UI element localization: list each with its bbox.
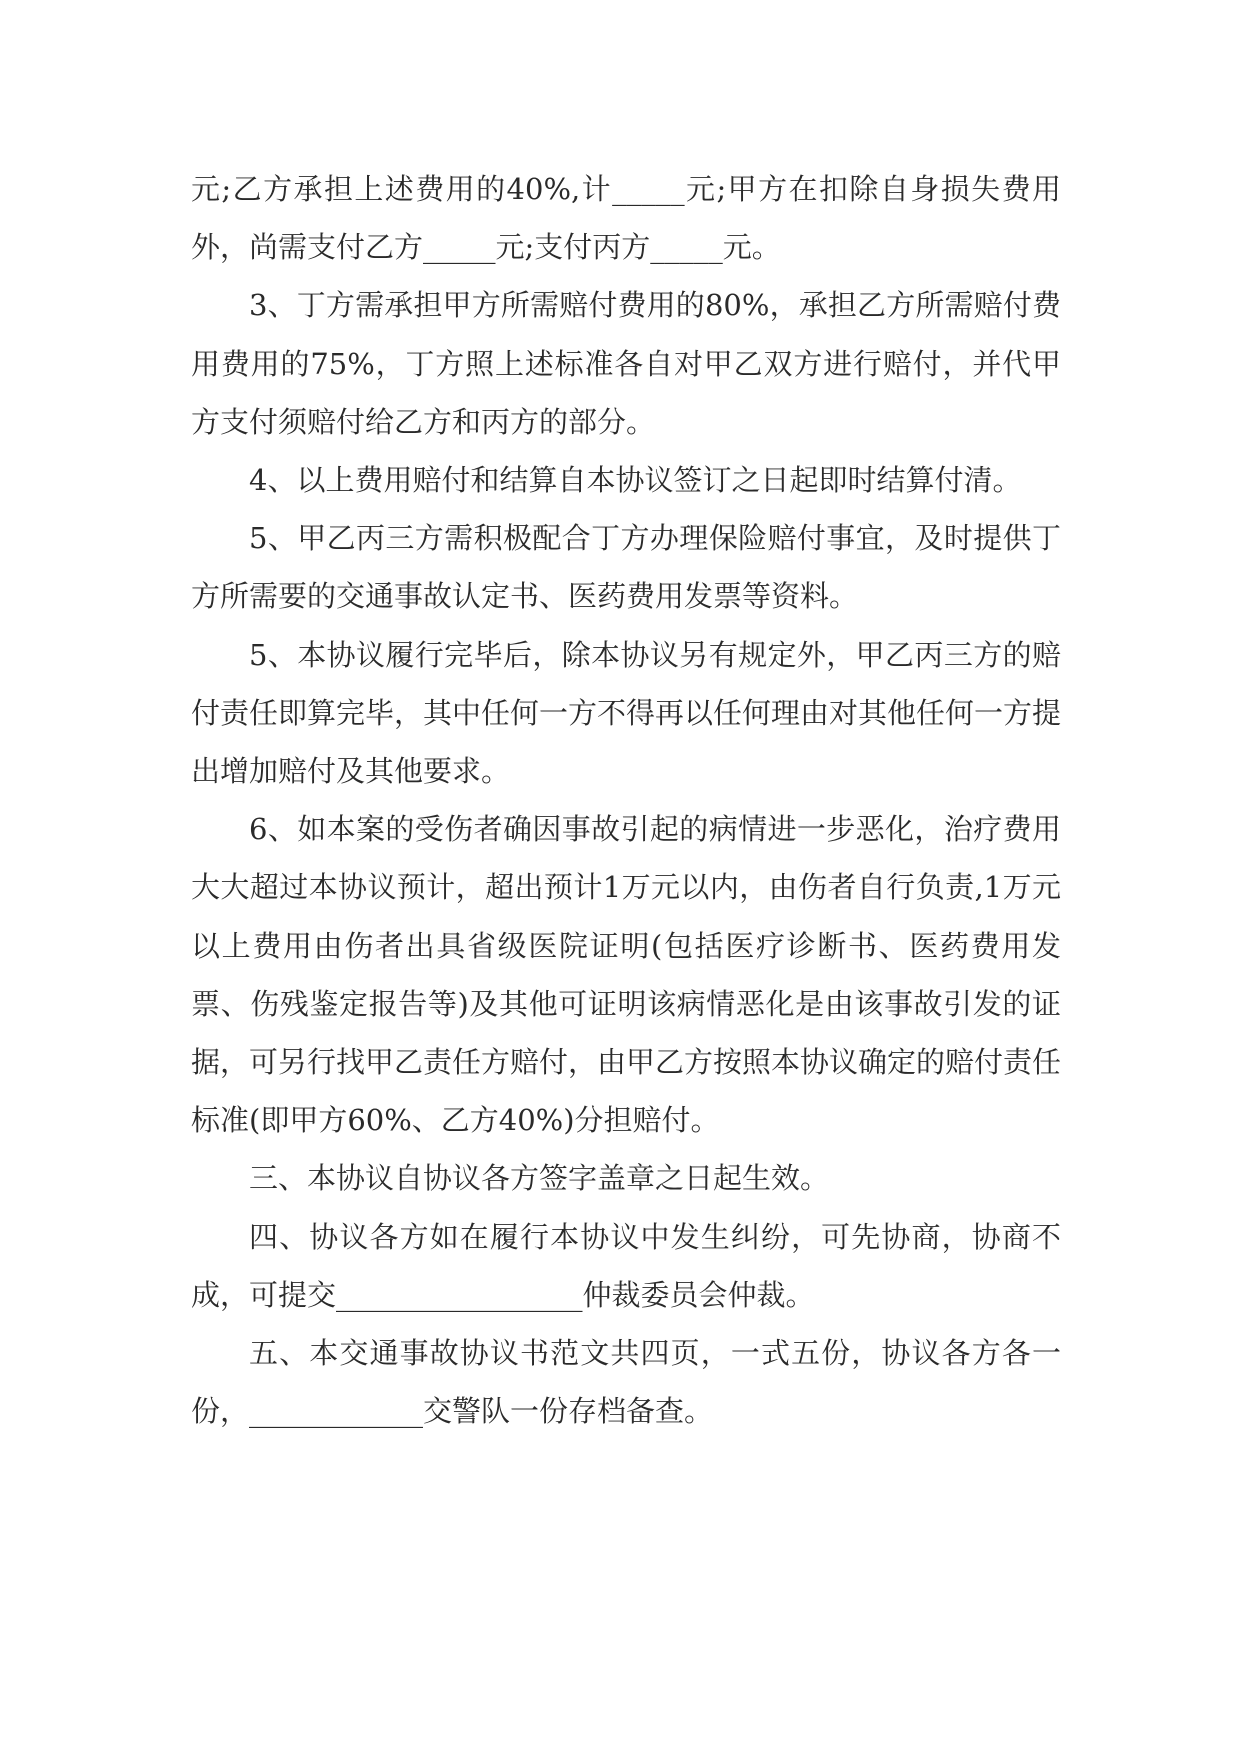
paragraph-item-5a: 5、甲乙丙三方需积极配合丁方办理保险赔付事宜，及时提供丁方所需要的交通事故认定书、医药费用发票等资料。 — [191, 521, 1061, 614]
paragraph-item-6: 6、如本案的受伤者确因事故引起的病情进一步恶化，治疗费用大大超过本协议预计，超出预计1万元以内，由伤者自行负责,1万元以上费用由伤者出具省级医院证明(包括医疗诊断书、医药费用发票、伤残鉴定报告等)及其他可证明该病情恶化是由该事故引发的证据，可另行找甲乙责任方赔付，由甲乙方按照本协议确定的赔付责任标准(即甲方60%、乙方40%)分担赔付。 — [191, 812, 1062, 1138]
paragraph-item-3: 3、丁方需承担甲方所需赔付费用的80%，承担乙方所需赔付费用费用的75%，丁方照上述标准各自对甲乙双方进行赔付，并代甲方支付须赔付给乙方和丙方的部分。 — [191, 288, 1061, 439]
paragraph-cost-split: 元;乙方承担上述费用的40%,计_____元;甲方在扣除自身损失费用外，尚需支付乙方_____元;支付丙方_____元。 — [191, 172, 1061, 265]
paragraph-section-5: 五、本交通事故协议书范文共四页，一式五份，协议各方各一份，____________交警队一份存档备查。 — [191, 1336, 1061, 1429]
paragraph-item-5b: 5、本协议履行完毕后，除本协议另有规定外，甲乙丙三方的赔付责任即算完毕，其中任何一方不得再以任何理由对其他任何一方提出增加赔付及其他要求。 — [191, 637, 1062, 789]
paragraph-item-4: 4、以上费用赔付和结算自本协议签订之日起即时结算付清。 — [249, 463, 1022, 498]
paragraph-section-4: 四、协议各方如在履行本协议中发生纠纷，可先协商，协商不成，可提交_________________仲裁委员会仲裁。 — [191, 1219, 1061, 1312]
document-body — [191, 160, 1061, 1440]
paragraph-section-3: 三、本协议自协议各方签字盖章之日起生效。 — [249, 1161, 830, 1196]
